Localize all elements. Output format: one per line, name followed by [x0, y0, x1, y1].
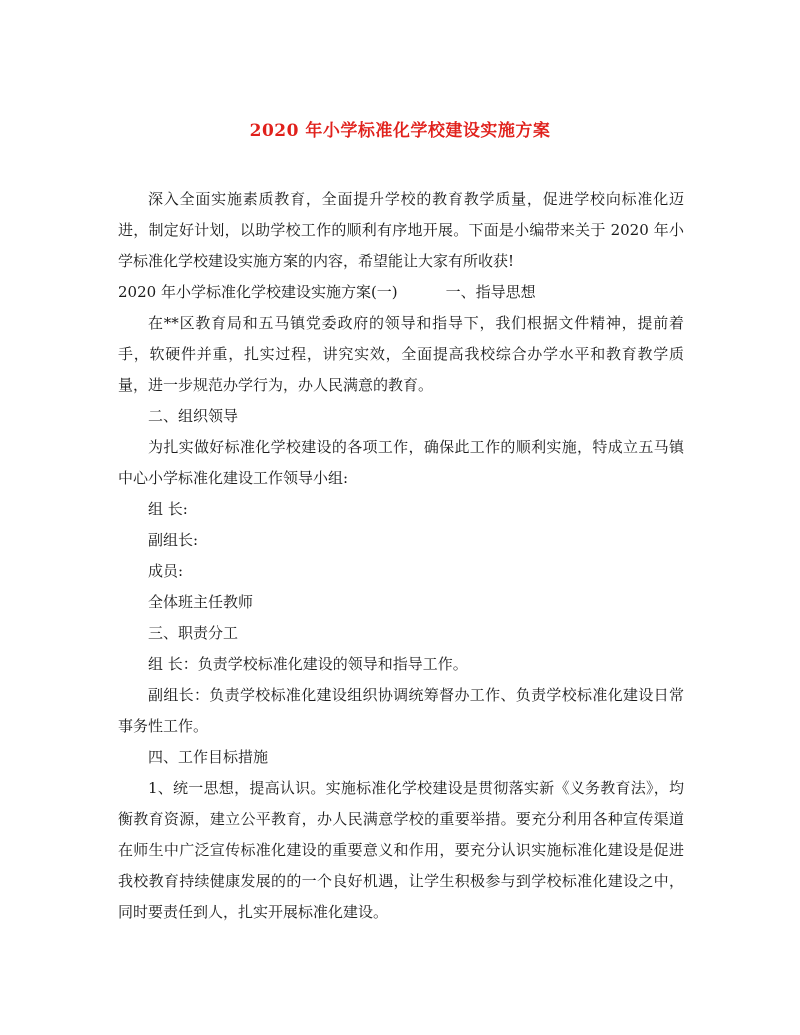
spacer — [398, 277, 446, 308]
section1-heading: 一、指导思想 — [445, 283, 536, 301]
section2-heading: 二、组织领导 — [148, 407, 239, 425]
section3-heading: 三、职责分工 — [148, 624, 239, 642]
deputy-duty: 副组长：负责学校标准化建设组织协调统筹督办工作、负责学校标准化建设日常事务性工作。 — [118, 686, 684, 735]
leader-duty: 组 长：负责学校标准化建设的领导和指导工作。 — [148, 655, 468, 673]
leader-label: 组 长: — [148, 500, 188, 518]
subtitle-line — [118, 277, 684, 308]
section4-heading: 四、工作目标措施 — [148, 748, 269, 766]
measure1-paragraph: 1、统一思想，提高认识。实施标准化学校建设是贯彻落实新《义务教育法》，均衡教育资源，建立公平教育，办人民满意学校的重要举措。要充分利用各种宣传渠道在师生中广泛宣传标准化建设的重要意义和作用，要充分认识实施标准化建设是促进我校教育持续健康发展的的一个良好机遇，让学生积极参与到学校标准化建设之中，同时要责任到人，扎实开展标准化建设。 — [118, 779, 684, 921]
intro-paragraph: 深入全面实施素质教育，全面提升学校的教育教学质量，促进学校向标准化迈进，制定好计划，以助学校工作的顺利有序地开展。下面是小编带来关于 2020 年小学标准化学校建设实施方案的内容，希望能让大家有所收获! — [118, 190, 684, 270]
section1-paragraph: 在**区教育局和五马镇党委政府的领导和指导下，我们根据文件精神，提前着手，软硬件并重，扎实过程，讲究实效，全面提高我校综合办学水平和教育教学质量，进一步规范办学行为，办人民满意的教育。 — [118, 314, 684, 394]
deputy-label: 副组长: — [148, 531, 199, 549]
document-title: 2020 年小学标准化学校建设实施方案 — [249, 121, 551, 141]
members-label: 成员: — [148, 562, 184, 580]
section2-paragraph: 为扎实做好标准化学校建设的各项工作，确保此工作的顺利实施，特成立五马镇中心小学标准化建设工作领导小组: — [118, 438, 684, 487]
plan-subtitle: 2020 年小学标准化学校建设实施方案(一) — [118, 283, 398, 301]
document-body — [118, 184, 684, 928]
all-teachers-line: 全体班主任教师 — [148, 593, 254, 611]
